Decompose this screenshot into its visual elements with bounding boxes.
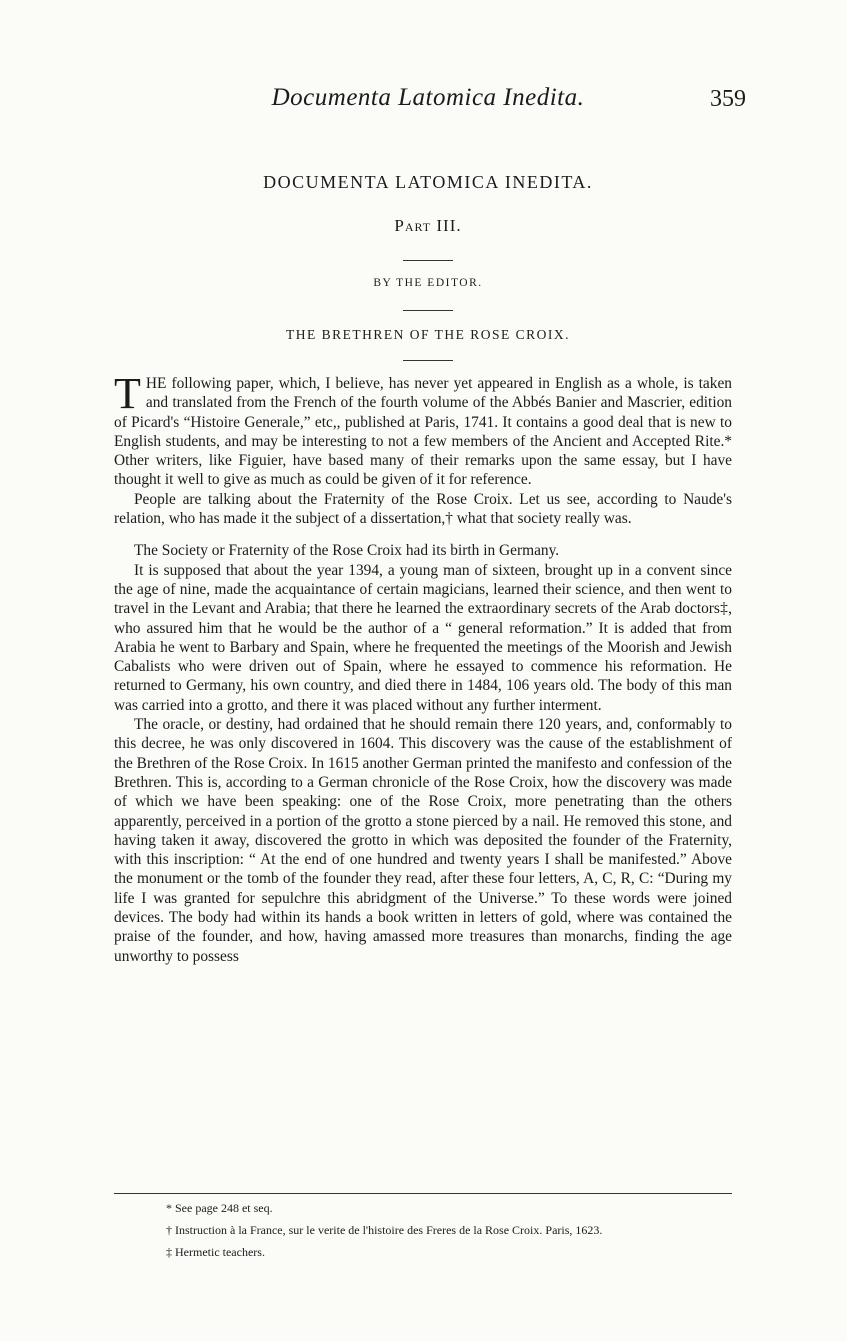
- divider-rule: [403, 310, 453, 311]
- footnotes: [114, 1200, 732, 1266]
- footnote-text: Hermetic teachers.: [175, 1245, 265, 1259]
- article-title: DOCUMENTA LATOMICA INEDITA.: [263, 172, 593, 192]
- divider-rule: [403, 260, 453, 261]
- running-head: [110, 84, 746, 118]
- footnote-mark: *: [166, 1201, 172, 1215]
- footnote-rule: [114, 1193, 732, 1194]
- paragraph: The oracle, or destiny, had ordained that he should remain there 120 years, and, conformably to this decree, he was only discovered in 1604. This discovery was the cause of the establishment of the Brethren of the Rose Croix. In 1615 another German printed the manifesto and confession of the Brethren. This is, according to a German chronicle of the Rose Croix, how the discovery was made of which we have been speaking: one of the Rose Croix, more penetrating than the others apparently, perceived in a portion of the grotto a stone pierced by a nail. He removed this stone, and having taken it away, discovered the grotto in which was deposited the founder of the Fraternity, with this inscription: “ At the end of one hundred and twenty years I shall be manifested.” Above the monument or the tomb of the founder they read, after these four letters, A, C, R, C: “During my life I was granted for sepulchre this abridgment of the Universe.” To these words were joined devices. The body had within its hands a book written in letters of gold, where was contained the praise of the founder, and how, having amassed more treasures than monarchs, finding the age unworthy to possess: [114, 716, 732, 965]
- footnote: [114, 1222, 732, 1239]
- divider-rule: [403, 360, 453, 361]
- footnote-mark: ‡: [166, 1245, 172, 1259]
- byline: BY THE EDITOR.: [373, 277, 483, 289]
- article-body: [114, 369, 732, 966]
- footnote-mark: †: [166, 1223, 172, 1237]
- footnote-text: See page 248 et seq.: [175, 1201, 273, 1215]
- paragraph: People are talking about the Fraternity of the Rose Croix. Let us see, according to Naude's relation, who has made it the subject of a dissertation,† what that society really was.: [114, 490, 732, 528]
- paragraph-text: HE following paper, which, I believe, has never yet appeared in English as a whole, is taken and translated from the French of the fourth volume of the Abbés Banier and Mascrier, edition of Picard's “Histoire Generale,” etc,, published at Paris, 1741. It contains a good deal that is new to English students, and may be interesting to not a few members of the Ancient and Accepted Rite.* Other writers, like Figuier, have based many of their remarks upon the same essay, but I have thought it well to give as much as could be given of it for reference.: [114, 375, 732, 489]
- footnote: [114, 1200, 732, 1217]
- footnote-text: Instruction à la France, sur le verite de l'histoire des Freres de la Rose Croix. Paris, 1623.: [175, 1223, 603, 1237]
- paragraph: The Society or Fraternity of the Rose Croix had its birth in Germany.: [134, 542, 560, 560]
- running-head-title: Documenta Latomica Inedita.: [271, 84, 585, 111]
- article-subtitle: THE BRETHREN OF THE ROSE CROIX.: [285, 327, 570, 342]
- page-number: 359: [710, 86, 746, 112]
- part-heading: Part III.: [394, 216, 462, 235]
- drop-cap: T: [114, 369, 141, 418]
- paragraph: [114, 369, 732, 490]
- paragraph: It is supposed that about the year 1394, a young man of sixteen, brought up in a convent since the age of nine, made the acquaintance of certain magicians, learned their science, and then went to travel in the Levant and Arabia; that there he learned the extraordinary secrets of the Arab doctors‡, who assured him that he would be the author of a “ general reformation.” It is added that from Arabia he went to Barbary and Spain, where he frequented the meetings of the Moorish and Jewish Cabalists who were driven out of Spain, where he essayed to commence his reformation. He returned to Germany, his own country, and died there in 1484, 106 years old. The body of this man was carried into a grotto, and there it was placed without any further interment.: [114, 561, 732, 714]
- footnote: [114, 1244, 732, 1261]
